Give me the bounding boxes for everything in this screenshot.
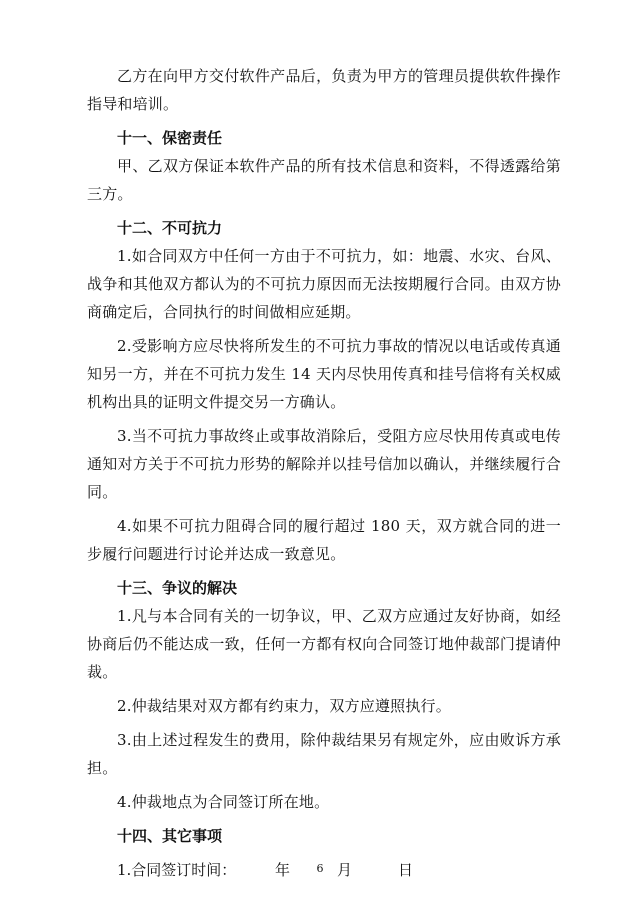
heading-force-majeure: 十二、不可抗力: [117, 219, 223, 237]
signing-date-month: 月: [337, 861, 353, 879]
paragraph-confidentiality: 甲、乙双方保证本软件产品的所有技术信息和资料，不得透露给第三方。: [87, 157, 561, 203]
page-number: 6: [316, 862, 324, 875]
signing-date-label: 1.合同签订时间：: [117, 861, 237, 879]
paragraph-dispute-2: 2.仲裁结果对双方都有约束力，双方应遵照执行。: [117, 697, 451, 715]
paragraph-dispute-4: 4.仲裁地点为合同签订所在地。: [117, 793, 330, 811]
paragraph-training: 乙方在向甲方交付软件产品后，负责为甲方的管理员提供软件操作指导和培训。: [87, 67, 561, 113]
signing-date-year: 年: [275, 861, 291, 879]
signing-date-day: 日: [398, 861, 414, 879]
heading-dispute-resolution: 十三、争议的解决: [117, 579, 238, 597]
document-body: [87, 62, 561, 884]
paragraph-dispute-1: 1.凡与本合同有关的一切争议，甲、乙双方应通过友好协商，如经协商后仍不能达成一致，任何一方都有权向合同签订地仲裁部门提请仲裁。: [87, 607, 561, 681]
paragraph-force-majeure-3: 3.当不可抗力事故终止或事故消除后，受阻方应尽快用传真或电传通知对方关于不可抗力形势的解除并以挂号信加以确认，并继续履行合同。: [87, 427, 561, 501]
paragraph-force-majeure-1: 1.如合同双方中任何一方由于不可抗力，如：地震、水灾、台风、战争和其他双方都认为的不可抗力原因而无法按期履行合同。由双方协商确定后，合同执行的时间做相应延期。: [87, 247, 561, 321]
heading-other-matters: 十四、其它事项: [117, 827, 223, 845]
paragraph-force-majeure-4: 4.如果不可抗力阻碍合同的履行超过 180 天，双方就合同的进一步履行问题进行讨论并达成一致意见。: [87, 517, 561, 563]
heading-confidentiality: 十一、保密责任: [117, 129, 223, 147]
paragraph-dispute-3: 3.由上述过程发生的费用，除仲裁结果另有规定外，应由败诉方承担。: [87, 731, 561, 777]
paragraph-force-majeure-2: 2.受影响方应尽快将所发生的不可抗力事故的情况以电话或传真通知另一方，并在不可抗力发生 14 天内尽快用传真和挂号信将有关权威机构出具的证明文件提交另一方确认。: [87, 337, 561, 411]
